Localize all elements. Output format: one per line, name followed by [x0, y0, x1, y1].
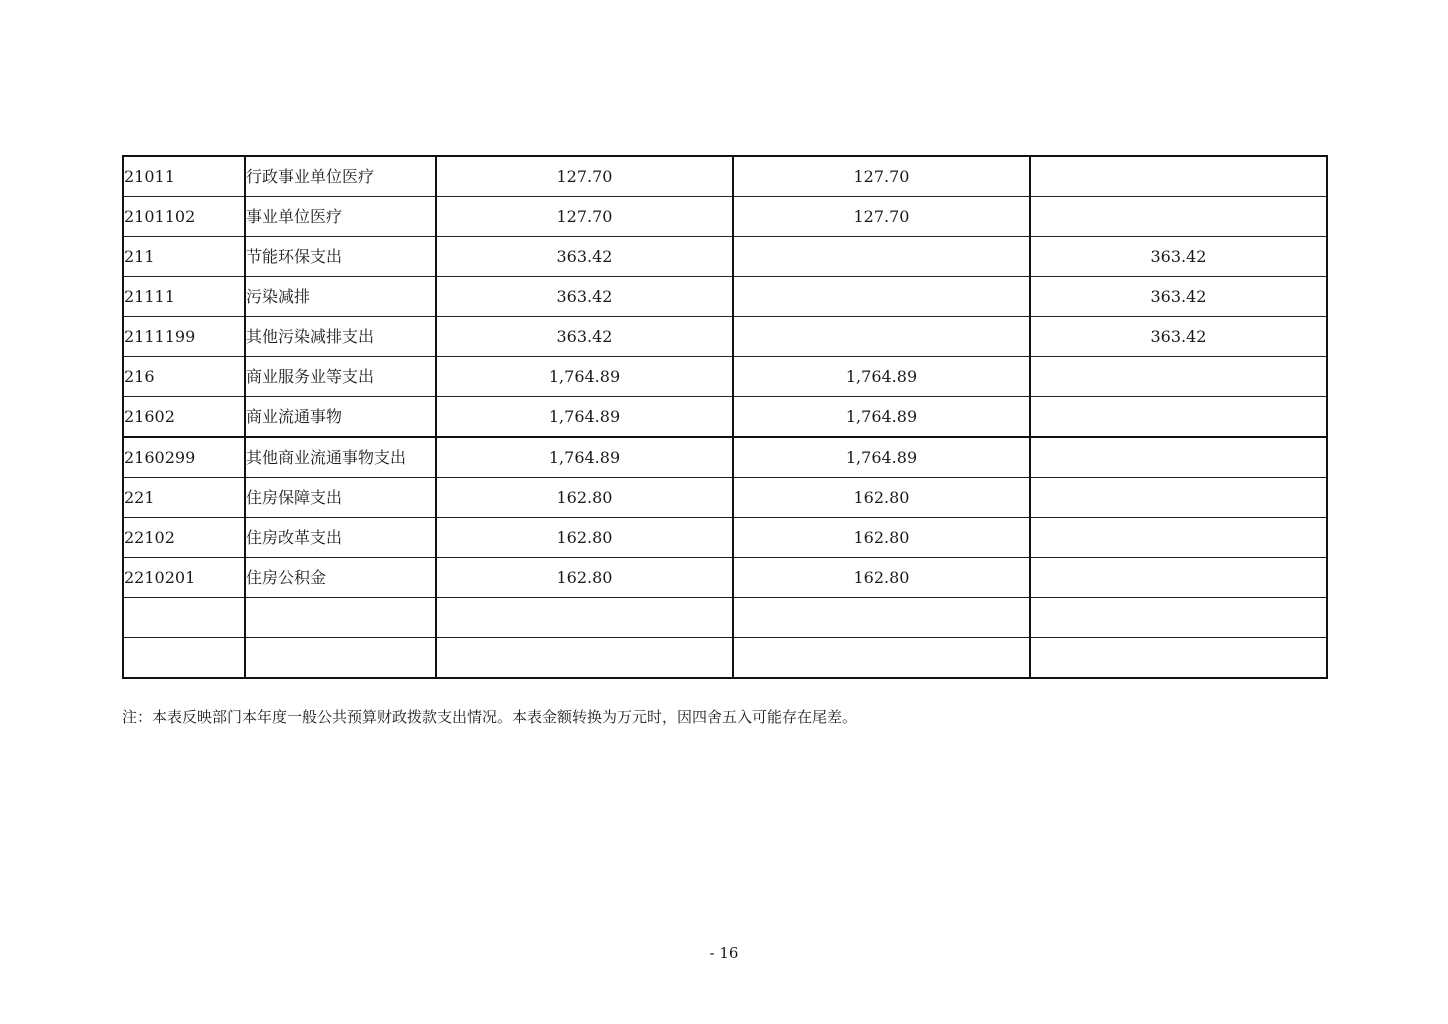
cell-total: 162.80 [436, 558, 733, 598]
cell-code: 2210201 [123, 558, 245, 598]
cell-code: 21602 [123, 397, 245, 438]
cell-basic-expenditure [733, 237, 1030, 277]
cell-project-expenditure: 363.42 [1030, 277, 1327, 317]
cell-total: 162.80 [436, 518, 733, 558]
cell-project-expenditure [1030, 156, 1327, 197]
cell-item-name: 其他污染减排支出 [245, 317, 436, 357]
cell-item-name: 住房保障支出 [245, 478, 436, 518]
cell-basic-expenditure [733, 598, 1030, 638]
cell-code: 21011 [123, 156, 245, 197]
cell-item-name [245, 598, 436, 638]
cell-project-expenditure [1030, 397, 1327, 438]
cell-code: 2160299 [123, 437, 245, 478]
cell-item-name: 污染减排 [245, 277, 436, 317]
table-note: 注：本表反映部门本年度一般公共预算财政拨款支出情况。本表金额转换为万元时，因四舍五入可能存在尾差。 [122, 708, 858, 726]
cell-project-expenditure [1030, 638, 1327, 679]
cell-project-expenditure [1030, 437, 1327, 478]
table-row [123, 156, 1327, 197]
table-row [123, 197, 1327, 237]
cell-basic-expenditure: 1,764.89 [733, 357, 1030, 397]
table-row [123, 437, 1327, 478]
cell-code: 2101102 [123, 197, 245, 237]
cell-project-expenditure [1030, 357, 1327, 397]
cell-total: 363.42 [436, 317, 733, 357]
cell-item-name: 其他商业流通事物支出 [245, 437, 436, 478]
cell-project-expenditure [1030, 598, 1327, 638]
page-number: - 16 [709, 944, 739, 962]
table-row [123, 478, 1327, 518]
table-row [123, 598, 1327, 638]
table-row [123, 237, 1327, 277]
cell-project-expenditure [1030, 197, 1327, 237]
cell-basic-expenditure: 162.80 [733, 558, 1030, 598]
cell-item-name: 住房改革支出 [245, 518, 436, 558]
cell-basic-expenditure: 162.80 [733, 478, 1030, 518]
cell-code [123, 598, 245, 638]
cell-code: 21111 [123, 277, 245, 317]
cell-total [436, 598, 733, 638]
cell-project-expenditure: 363.42 [1030, 317, 1327, 357]
table-row [123, 317, 1327, 357]
cell-project-expenditure [1030, 558, 1327, 598]
cell-total: 363.42 [436, 237, 733, 277]
cell-total: 1,764.89 [436, 397, 733, 438]
cell-code: 221 [123, 478, 245, 518]
cell-basic-expenditure: 162.80 [733, 518, 1030, 558]
cell-basic-expenditure: 1,764.89 [733, 437, 1030, 478]
cell-code: 22102 [123, 518, 245, 558]
cell-total: 127.70 [436, 197, 733, 237]
cell-total: 162.80 [436, 478, 733, 518]
cell-basic-expenditure [733, 277, 1030, 317]
expenditure-table [122, 155, 1328, 679]
cell-item-name: 节能环保支出 [245, 237, 436, 277]
cell-project-expenditure [1030, 518, 1327, 558]
cell-item-name: 行政事业单位医疗 [245, 156, 436, 197]
cell-total [436, 638, 733, 679]
table-row [123, 638, 1327, 679]
cell-total: 363.42 [436, 277, 733, 317]
cell-item-name: 住房公积金 [245, 558, 436, 598]
cell-project-expenditure: 363.42 [1030, 237, 1327, 277]
cell-basic-expenditure: 127.70 [733, 156, 1030, 197]
table-body [123, 156, 1327, 678]
cell-code: 211 [123, 237, 245, 277]
cell-item-name [245, 638, 436, 679]
cell-basic-expenditure: 127.70 [733, 197, 1030, 237]
cell-code: 2111199 [123, 317, 245, 357]
cell-total: 127.70 [436, 156, 733, 197]
cell-code: 216 [123, 357, 245, 397]
cell-item-name: 商业服务业等支出 [245, 357, 436, 397]
table-row [123, 357, 1327, 397]
cell-code [123, 638, 245, 679]
table-row [123, 397, 1327, 438]
cell-basic-expenditure: 1,764.89 [733, 397, 1030, 438]
cell-total: 1,764.89 [436, 357, 733, 397]
cell-basic-expenditure [733, 638, 1030, 679]
table-row [123, 558, 1327, 598]
cell-item-name: 事业单位医疗 [245, 197, 436, 237]
table-row [123, 277, 1327, 317]
table-row [123, 518, 1327, 558]
cell-total: 1,764.89 [436, 437, 733, 478]
cell-basic-expenditure [733, 317, 1030, 357]
cell-item-name: 商业流通事物 [245, 397, 436, 438]
cell-project-expenditure [1030, 478, 1327, 518]
